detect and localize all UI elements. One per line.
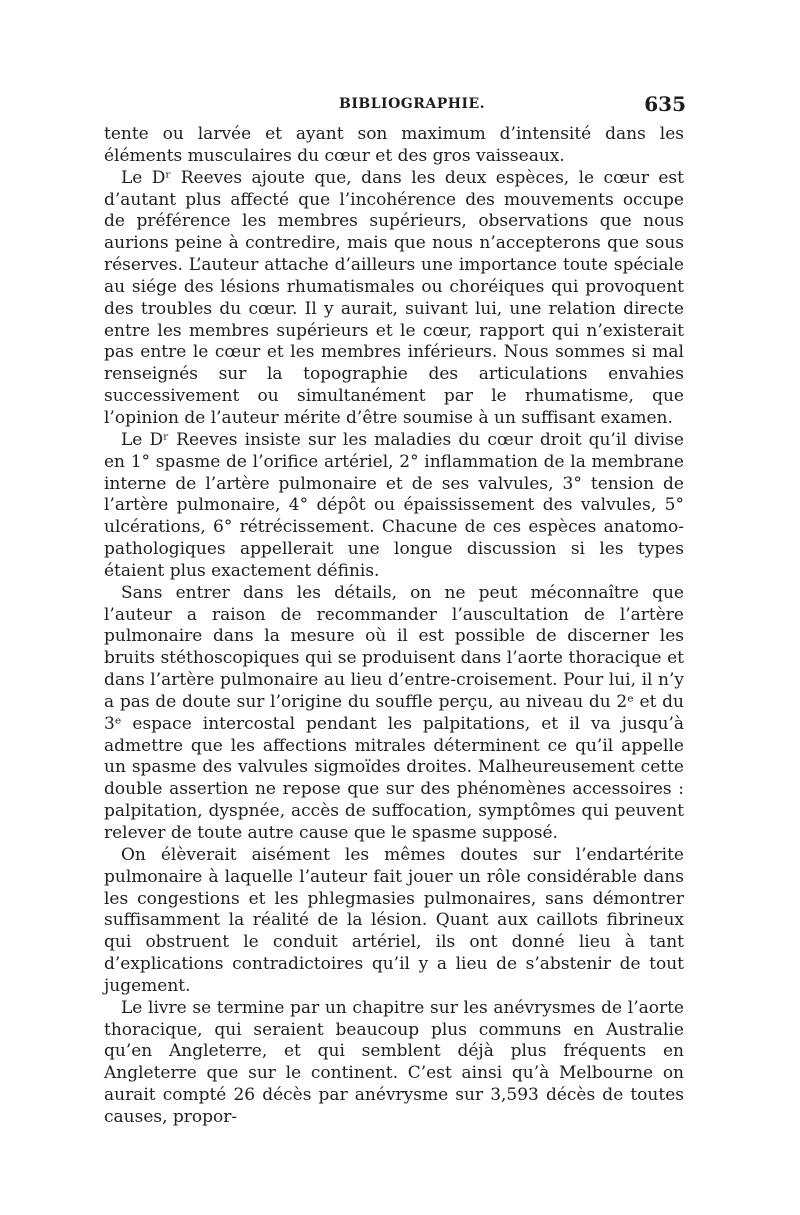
paragraph: Sans entrer dans les détails, on ne peut méconnaître que l’auteur a raison de recommander l’auscultation de l’artère pulmonaire dans la mesure où il est possible de discerner les bruits stéthoscopiques qui se produisent dans l’aorte thoracique et dans l’artère pulmonaire au lieu d’entre-croisement. Pour lui, il n’y a pas de doute sur l’origine du souffle perçu, au niveau du 2ᵉ et du 3ᵉ espace intercostal pendant les palpitations, et il va jusqu’à admettre que les affections mitrales déterminent ce qu’il appelle un spasme des valvules sigmoïdes droites. Malheureusement cette double assertion ne repose que sur des phénomènes accessoires : palpitation, dyspnée, accès de suffocation, symptômes qui peuvent relever de toute autre cause que le spasme supposé.	[104, 582, 684, 843]
running-title: BIBLIOGRAPHIE.	[339, 96, 486, 112]
paragraph: On élèverait aisément les mêmes doutes sur l’endartérite pulmonaire à laquelle l’auteur fait jouer un rôle considérable dans les congestions et les phlegmasies pulmonaires, sans démontrer suffisamment la réalité de la lésion. Quant aux caillots fibrineux qui obstruent le conduit artériel, ils ont donné lieu à tant d’explications contradictoires qu’il y a lieu de s’abstenir de tout jugement.	[104, 844, 684, 996]
paragraph: tente ou larvée et ayant son maximum d’intensité dans les éléments musculaires du cœur et des gros vaisseaux.	[104, 124, 684, 166]
page-number: 635	[644, 92, 686, 116]
paragraph: Le livre se termine par un chapitre sur les anévrysmes de l’aorte thoracique, qui seraient beaucoup plus communs en Australie qu’en Angleterre, et qui semblent déjà plus fréquents en Angleterre que sur le continent. C’est ainsi qu’à Melbourne on aurait compté 26 décès par anévrysme sur 3,593 décès de toutes causes, propor-	[104, 997, 684, 1127]
running-header	[104, 92, 684, 122]
body-text	[104, 124, 684, 1129]
paragraph: Le Dʳ Reeves insiste sur les maladies du cœur droit qu’il divise en 1° spasme de l’orifice artériel, 2° inflammation de la membrane interne de l’artère pulmonaire et de ses valvules, 3° tension de l’artère pulmonaire, 4° dépôt ou épaississement des valvules, 5° ulcérations, 6° rétrécissement. Chacune de ces espèces anatomo-pathologiques appellerait une longue discussion si les types étaient plus exactement définis.	[104, 429, 684, 581]
paragraph: Le Dʳ Reeves ajoute que, dans les deux espèces, le cœur est d’autant plus affecté que l’incohérence des mouvements occupe de préférence les membres supérieurs, observations que nous aurions peine à contredire, mais que nous n’accepterons que sous réserves. L’auteur attache d’ailleurs une importance toute spéciale au siége des lésions rhumatismales ou choréiques qui provoquent des troubles du cœur. Il y aurait, suivant lui, une relation directe entre les membres supérieurs et le cœur, rapport qui n’existerait pas entre le cœur et les membres inférieurs. Nous sommes si mal renseignés sur la topographie des articulations envahies successivement ou simultanément par le rhumatisme, que l’opinion de l’auteur mérite d’être soumise à un suffisant examen.	[104, 167, 684, 428]
book-page	[104, 92, 684, 1129]
